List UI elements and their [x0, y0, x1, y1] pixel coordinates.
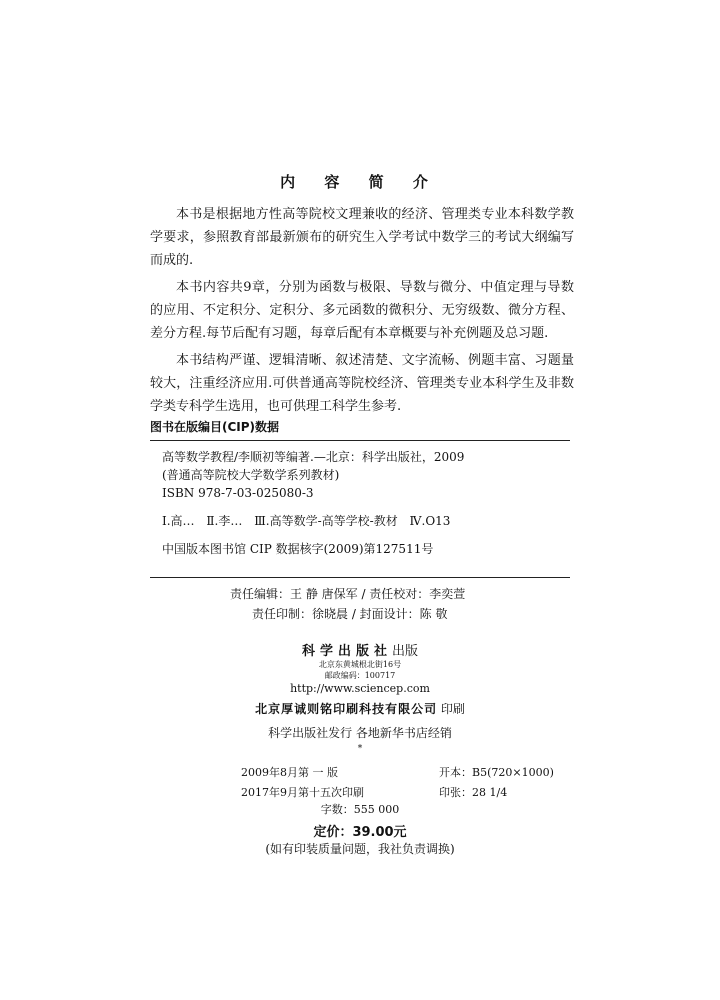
credits — [230, 584, 465, 624]
cip-class-item: Ⅲ.高等数学-高等学校-教材 — [254, 514, 398, 528]
cip-verify: 中国版本图书馆 CIP 数据核字(2009)第127511号 — [162, 542, 434, 556]
cip-bottom-rule — [150, 577, 570, 578]
intro-title: 内 容 简 介 — [280, 173, 440, 191]
intro-paragraph: 本书内容共9章，分别为函数与极限、导数与微分、中值定理与导数的应用、不定积分、定积分、多元函数的微积分、无穷级数、微分方程、差分方程.每节后配有习题，每章后配有本章概要与补充例题及总习题. — [150, 280, 574, 341]
publisher-suffix: 出版 — [392, 644, 419, 659]
publisher-block — [0, 640, 720, 696]
intro-paragraph: 本书是根据地方性高等院校文理兼收的经济、管理类专业本科数学教学要求，参照教育部最新颁布的研究生入学考试中数学三的考试大纲编写而成的. — [150, 207, 574, 268]
edition-print — [241, 783, 554, 803]
edition-first — [241, 763, 554, 783]
print-date: 2017年9月第十五次印刷 — [241, 786, 364, 799]
sheets: 印张：28 1/4 — [439, 786, 508, 799]
printer-name: 北京厚诚则铭印刷科技有限公司 — [255, 702, 438, 716]
format: 开本：B5(720×1000) — [439, 766, 554, 779]
printer-line — [0, 700, 720, 717]
cip-series-line: (普通高等院校大学数学系列教材) — [162, 468, 340, 482]
credits-production: 责任印制：徐晓晨 / 封面设计：陈 敬 — [252, 607, 448, 621]
credits-editors: 责任编辑：王 静 唐保军 / 责任校对：李奕萱 — [230, 587, 466, 601]
publisher-name: 科学出版社 — [301, 644, 392, 659]
cip-isbn: ISBN 978-7-03-025080-3 — [162, 486, 314, 500]
publisher-address: 北京东黄城根北街16号 — [318, 660, 402, 669]
edition-date: 2009年8月第 一 版 — [241, 766, 338, 779]
cip-top-rule — [150, 440, 570, 441]
intro-body — [150, 203, 574, 422]
distribution-line: 科学出版社发行 各地新华书店经销 — [268, 726, 452, 740]
edition-block — [241, 763, 554, 803]
cip-class-item: Ⅰ.高… — [162, 514, 195, 528]
cip-block — [162, 448, 570, 558]
word-count: 字数：555 000 — [320, 803, 400, 816]
printer-suffix: 印刷 — [440, 702, 465, 716]
publisher-name-line — [0, 640, 720, 659]
cip-class-item: Ⅱ.李… — [206, 514, 243, 528]
quality-notice: (如有印装质量问题，我社负责调换) — [265, 842, 455, 856]
cip-classification — [162, 512, 570, 530]
cip-title-line: 高等数学教程/李顺初等编著.—北京：科学出版社，2009 — [162, 450, 465, 464]
intro-paragraph: 本书结构严谨、逻辑清晰、叙述清楚、文字流畅、例题丰富、习题量较大，注重经济应用.可供普通高等院校经济、管理类专业本科学生及非数学类专科学生选用，也可供理工科学生参考. — [150, 353, 574, 414]
publisher-postcode: 邮政编码：100717 — [324, 671, 396, 680]
publisher-url: http://www.sciencep.com — [290, 682, 430, 695]
separator-star: * — [357, 744, 363, 754]
cip-heading: 图书在版编目(CIP)数据 — [150, 420, 280, 434]
cip-class-item: Ⅳ.O13 — [409, 514, 451, 528]
price: 定价：39.00元 — [313, 825, 407, 840]
